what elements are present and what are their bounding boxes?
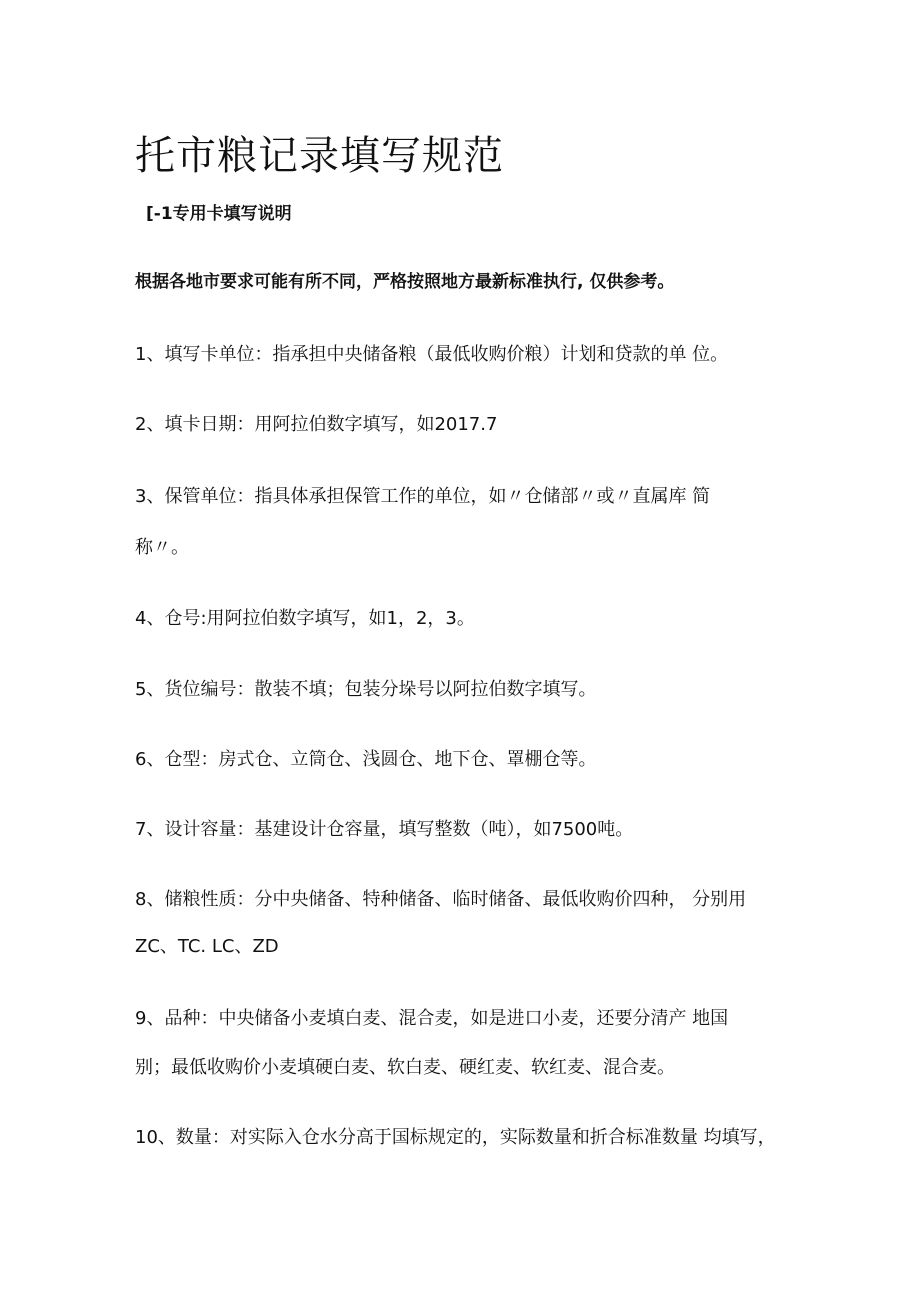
item-line: 9、品种：中央储备小麦填白麦、混合麦，如是进口小麦，还要分清产 地国 <box>135 1008 729 1029</box>
item-line: 5、货位编号：散装不填；包装分垛号以阿拉伯数字填写。 <box>135 679 597 700</box>
item-line: 2、填卡日期：用阿拉伯数字填写，如2017.7 <box>135 414 498 435</box>
item-line: 1、填写卡单位：指承担中央储备粮（最低收购价粮）计划和贷款的单 位。 <box>135 344 729 365</box>
item-line-continuation: 别；最低收购价小麦填硬白麦、软白麦、硬红麦、软红麦、混合麦。 <box>135 1057 675 1078</box>
document-title: 托市粮记录填写规范 <box>135 133 504 179</box>
item-line: 10、数量：对实际入仓水分高于国标规定的，实际数量和折合标准数量 均填写， <box>135 1127 776 1148</box>
item-line: 6、仓型：房式仓、立筒仓、浅圆仓、地下仓、罩棚仓等。 <box>135 749 597 770</box>
reference-note: 根据各地市要求可能有所不同，严格按照地方最新标准执行, 仅供参考。 <box>135 272 675 292</box>
item-line: 7、设计容量：基建设计仓容量，填写整数（吨），如7500吨。 <box>135 819 634 840</box>
item-line: 3、保管单位：指具体承担保管工作的单位，如〃仓储部〃或〃直属库 简 <box>135 486 711 507</box>
item-line-continuation: ZC、TC. LC、ZD <box>135 936 279 957</box>
item-line: 4、仓号:用阿拉伯数字填写，如1，2，3。 <box>135 608 475 629</box>
section-subtitle: [-1专用卡填写说明 <box>146 204 292 224</box>
item-line-continuation: 称〃。 <box>135 537 189 558</box>
item-line: 8、储粮性质：分中央储备、特种储备、临时储备、最低收购价四种， 分别用 <box>135 889 747 910</box>
